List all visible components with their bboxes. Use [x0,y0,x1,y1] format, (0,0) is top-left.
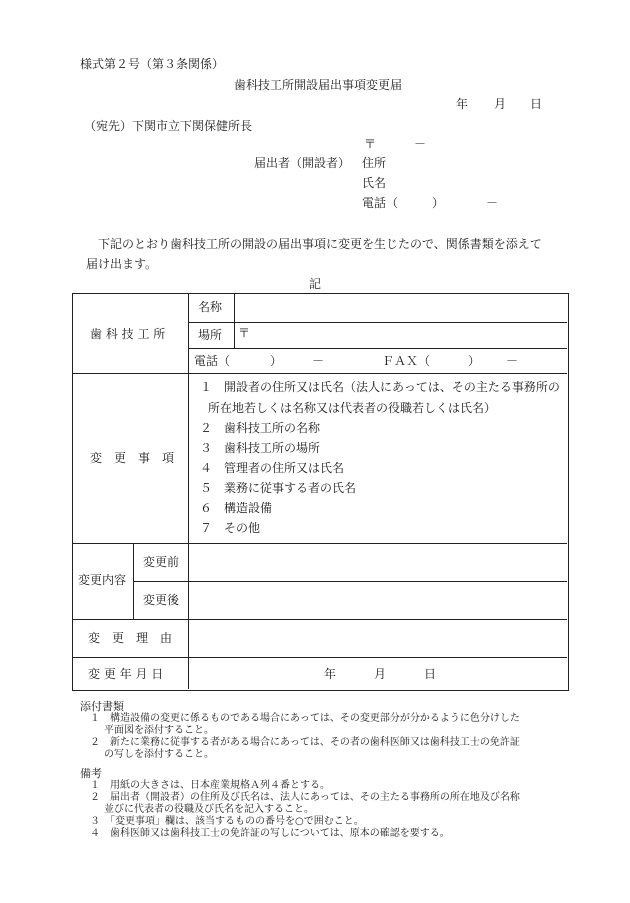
applicant-address-label: 住所 [362,156,387,170]
change-date-day: 日 [424,667,437,681]
change-date-year: 年 [324,667,337,681]
ki-mark: 記 [309,277,322,291]
intro-line-1: 下記のとおり歯科技工所の開設の届出事項に変更を生じたので、関係書類を添えて [98,237,542,251]
applicant-postal-mark: 〒 [364,137,377,151]
lab-fax-dash: － [506,354,519,368]
lab-fax-label: ＦＡＸ（ [382,354,431,368]
applicant-phone-label: 電話（ [362,196,399,210]
notes-heading: 備考 [80,767,102,780]
lab-label: 歯 科 技 工 所 [90,327,166,341]
change-content-label: 変更内容 [78,573,127,587]
attachment-item: 平面図を添付すること。 [104,725,214,736]
change-items-label: 変 更 事 項 [90,451,175,465]
attachments-heading: 添付書類 [80,700,124,713]
change-item: ５ 業務に従事する者の氏名 [200,481,357,495]
form-title: 歯科技工所開設届出事項変更届 [234,78,403,92]
lab-place-label: 場所 [198,328,223,342]
reason-label: 変 更 理 由 [88,631,173,645]
change-item: １ 開設者の住所又は氏名（法人にあっては、その主たる事務所の [200,380,560,394]
after-label: 変更後 [143,593,180,607]
note-item: ２ 届出者（開設者）の住所及び氏名は、法人にあっては、その主たる事務所の所在地及び名称 [90,792,520,803]
change-item: ６ 構造設備 [200,501,273,515]
date-month: 月 [494,97,507,111]
addressee: （宛先）下関市立下関保健所長 [84,119,253,133]
change-item: 所在地若しくは名称又は代表者の役職若しくは氏名） [208,401,497,415]
change-date-month: 月 [374,667,387,681]
change-item: ２ 歯科技工所の名称 [200,421,321,435]
applicant-name-label: 氏名 [362,176,387,190]
attachment-item: ２ 新たに業務に従事する者がある場合にあっては、その者の歯科医師又は歯科技工士の免許証 [90,737,520,748]
lab-phone-label: 電話（ [194,354,231,368]
lab-fax-paren: ） [468,354,481,368]
change-item: ３ 歯科技工所の場所 [200,441,321,455]
change-item: ４ 管理者の住所又は氏名 [200,461,345,475]
change-item: ７ その他 [200,521,261,535]
attachment-item: １ 構造設備の変更に係るものである場合にあっては、その変更部分が分かるように色分けした [90,713,520,724]
note-item: ３ 「変更事項」欄は、該当するものの番号を○で囲むこと。 [90,816,364,827]
lab-phone-paren: ） [270,354,283,368]
before-label: 変更前 [143,555,180,569]
note-item: ４ 歯科医師又は歯科技工士の免許証の写しについては、原本の確認を要する。 [90,828,450,839]
lab-place-postal: 〒 [238,326,251,340]
note-item: 並びに代表者の役職及び氏名を記入すること。 [104,804,314,815]
applicant-phone-paren: ） [432,196,445,210]
change-date-label: 変 更 年 月 日 [88,667,164,681]
form-number: 様式第２号（第３条関係） [80,57,225,71]
date-day: 日 [530,97,543,111]
applicant-phone-dash: － [486,196,499,210]
lab-name-label: 名称 [198,300,223,314]
date-year: 年 [456,97,469,111]
attachment-item: の写しを添付すること。 [104,749,214,760]
lab-phone-dash: － [312,354,325,368]
note-item: １ 用紙の大きさは、日本産業規格Ａ列４番とする。 [90,780,330,791]
applicant-label: 届出者（開設者） [254,156,351,170]
intro-line-2: 届け出ます。 [86,257,158,271]
applicant-postal-dash: － [414,137,427,151]
